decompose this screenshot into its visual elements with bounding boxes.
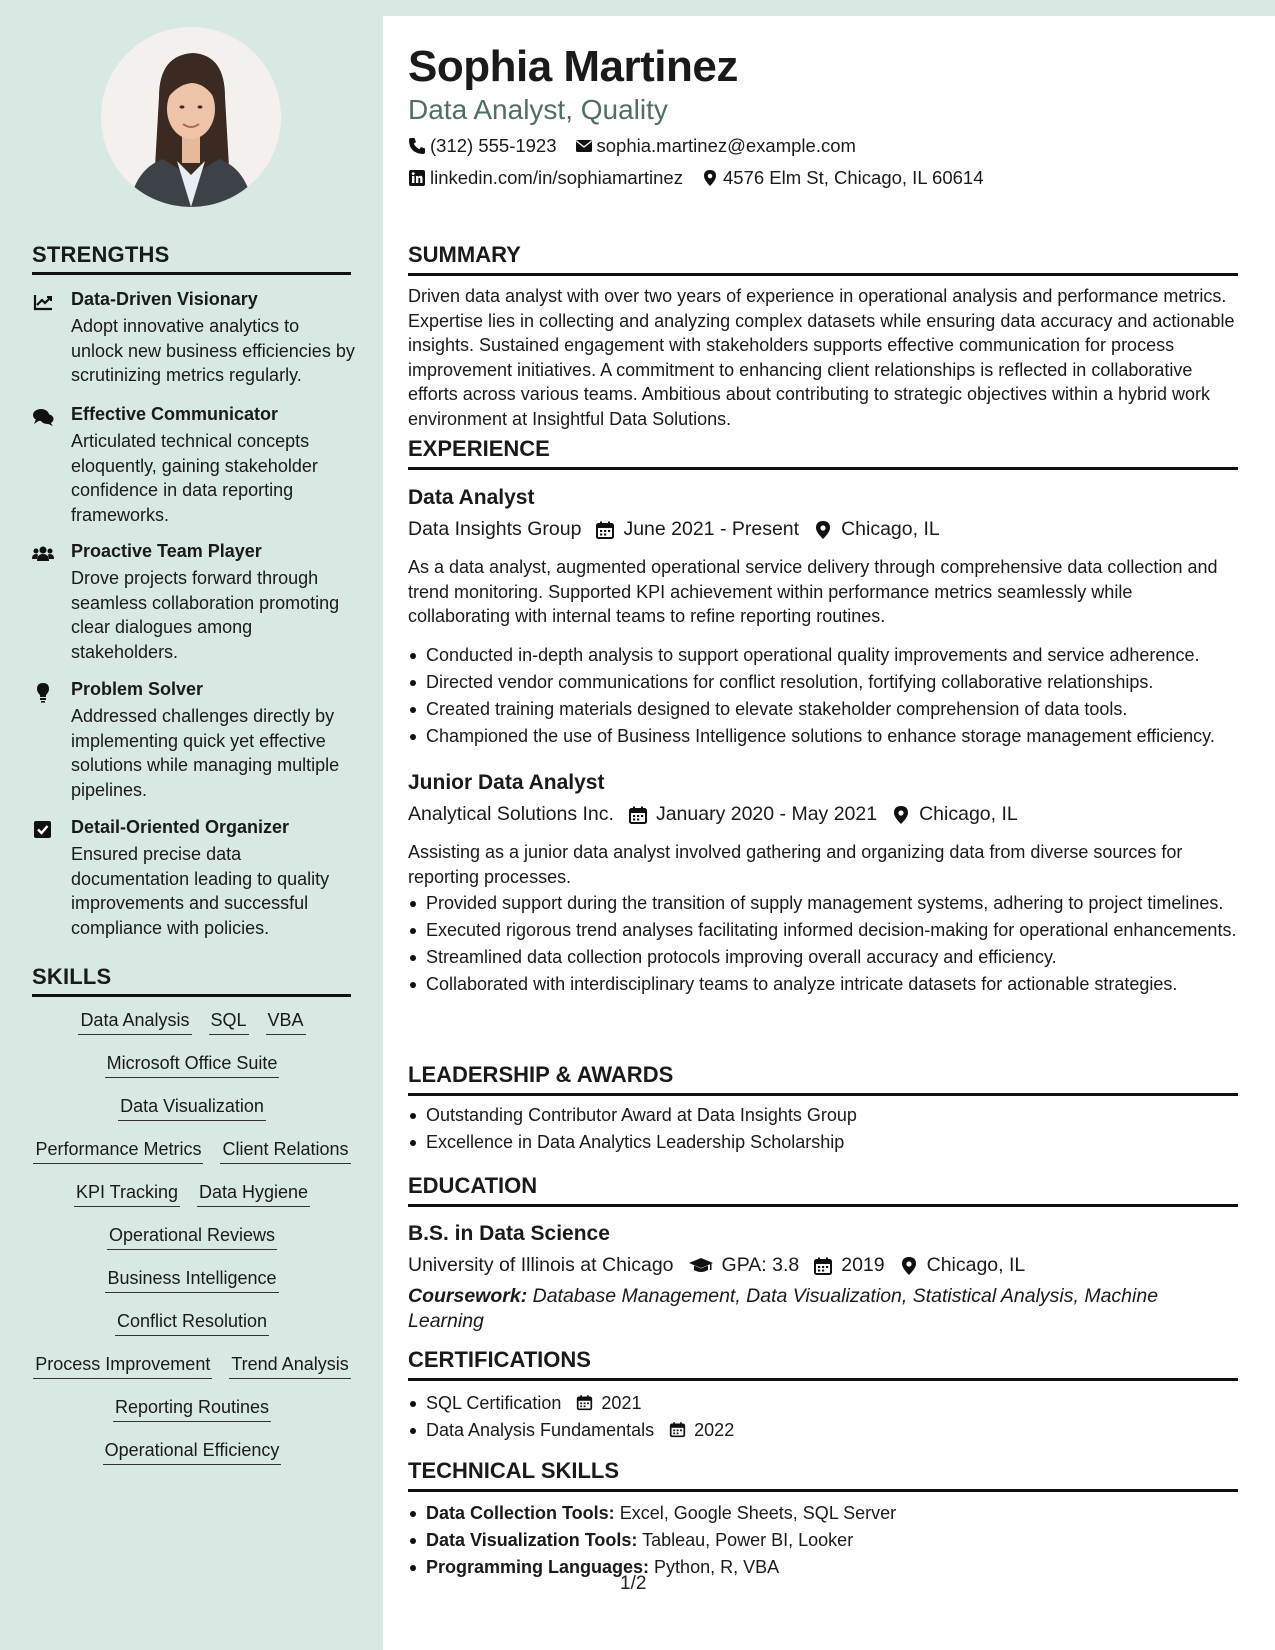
coursework-label: Coursework: [408, 1285, 528, 1307]
skill-tag: Microsoft Office Suite [105, 1051, 280, 1078]
calendar-icon [576, 1394, 593, 1411]
map-marker-icon [899, 1256, 919, 1276]
address-text: 4576 Elm St, Chicago, IL 60614 [722, 167, 984, 188]
candidate-role: Data Analyst, Quality [408, 94, 668, 125]
tech-skill-label: Programming Languages: [426, 1557, 650, 1577]
calendar-icon [595, 520, 615, 540]
list-item [408, 1418, 1238, 1442]
awards-heading: LEADERSHIP & AWARDS [408, 1062, 1238, 1096]
list-item: Executed rigorous trend analyses facilitating informed decision-making for operational enhancements. [408, 918, 1238, 942]
skill-tag: Trend Analysis [229, 1352, 350, 1379]
email-link[interactable]: sophia.martinez@example.com [596, 135, 856, 156]
list-item: Conducted in-depth analysis to support operational quality improvements and service adherence. [408, 643, 1238, 667]
skill-tag: Performance Metrics [33, 1137, 203, 1164]
coursework-text: Database Management, Data Visualization, Statistical Analysis, Machine Learning [408, 1285, 1159, 1332]
strength-desc: Ensured precise data documentation leading to quality improvements and successful compliance with policies. [71, 844, 330, 938]
tech-skill-value: Python, R, VBA [654, 1557, 780, 1577]
strength-desc: Adopt innovative analytics to unlock new business efficiencies by scrutinizing metrics regularly. [71, 316, 355, 385]
check-square-icon [32, 819, 54, 841]
sidebar [0, 0, 383, 1650]
certification-name: Data Analysis Fundamentals [426, 1420, 655, 1440]
job-bullets [408, 891, 1238, 999]
list-item [408, 1501, 1238, 1525]
list-item [408, 1555, 1238, 1579]
skill-tag: Client Relations [220, 1137, 350, 1164]
calendar-icon [628, 805, 648, 825]
skill-tag: Conflict Resolution [115, 1309, 269, 1336]
tech-skill-label: Data Collection Tools: [426, 1503, 615, 1523]
job-location: Chicago, IL [841, 518, 940, 540]
certification-year: 2022 [694, 1420, 735, 1440]
job-meta [408, 518, 940, 541]
phone-icon [408, 137, 426, 155]
degree-title: B.S. in Data Science [408, 1222, 610, 1245]
summary-text: Driven data analyst with over two years of experience in operational analysis and performance metrics. Expertise lies in collecting and analyzing complex datasets while ensuring data accuracy and actionable insights. Sustained engagement with stakeholders supports effective communication for process improvement initiatives. A commitment to enhancing client relationships is reflected in collaborative efforts across various teams. Ambitious about contributing to strategic objectives within a hybrid work environment at Insightful Data Solutions. [408, 286, 1235, 429]
strength-desc: Articulated technical concepts eloquently, gaining stakeholder confidence in data reporting frameworks. [71, 431, 318, 525]
list-item [408, 1391, 1238, 1415]
graduation-year: 2019 [841, 1254, 885, 1276]
job-description: Assisting as a junior data analyst involved gathering and organizing data from diverse sources for reporting processes. [408, 842, 1183, 887]
job-meta [408, 803, 1018, 826]
job-bullets [408, 643, 1238, 751]
certifications-list [408, 1391, 1238, 1445]
school-name: University of Illinois at Chicago [408, 1254, 674, 1276]
skill-tag: Reporting Routines [113, 1395, 271, 1422]
linkedin-link[interactable]: linkedin.com/in/sophiamartinez [430, 167, 683, 188]
skill-tag: Data Visualization [118, 1094, 266, 1121]
certification-name: SQL Certification [426, 1393, 562, 1413]
map-marker-icon [701, 169, 719, 187]
skill-tag: Operational Efficiency [103, 1438, 282, 1465]
job-location: Chicago, IL [919, 803, 1018, 825]
strength-title: Effective Communicator [71, 404, 279, 424]
list-item: Excellence in Data Analytics Leadership Scholarship [408, 1130, 1238, 1154]
list-item [408, 1528, 1238, 1552]
skill-tag: Business Intelligence [105, 1266, 278, 1293]
phone-text[interactable]: (312) 555-1923 [430, 135, 557, 156]
job-dates: June 2021 - Present [623, 518, 800, 540]
calendar-icon [813, 1256, 833, 1276]
strength-title: Data-Driven Visionary [71, 289, 258, 309]
map-marker-icon [813, 520, 833, 540]
strength-title: Detail-Oriented Organizer [71, 817, 290, 837]
skill-tag: SQL [209, 1008, 249, 1035]
experience-heading: EXPERIENCE [408, 436, 1238, 470]
graduation-cap-icon [688, 1256, 714, 1276]
certifications-heading: CERTIFICATIONS [408, 1347, 1238, 1381]
strength-desc: Addressed challenges directly by implementing quick yet effective solutions while managing multiple pipelines. [71, 706, 340, 800]
map-marker-icon [891, 805, 911, 825]
contact-row-1 [408, 135, 856, 157]
strengths-heading: STRENGTHS [32, 242, 351, 275]
gpa-text: GPA: 3.8 [721, 1254, 800, 1276]
education-location: Chicago, IL [926, 1254, 1026, 1276]
skill-tag: VBA [266, 1008, 306, 1035]
education-heading: EDUCATION [408, 1173, 1238, 1207]
list-item: Created training materials designed to elevate stakeholder comprehension of data tools. [408, 697, 1238, 721]
company-name: Data Insights Group [408, 518, 582, 540]
skill-tag: KPI Tracking [74, 1180, 180, 1207]
list-item: Collaborated with interdisciplinary teams to analyze intricate datasets for actionable strategies. [408, 972, 1238, 996]
tech-skill-label: Data Visualization Tools: [426, 1530, 638, 1550]
candidate-name: Sophia Martinez [408, 42, 738, 91]
comments-icon [32, 406, 54, 428]
envelope-icon [575, 137, 593, 155]
contact-row-2 [408, 167, 984, 189]
strength-title: Proactive Team Player [71, 541, 262, 561]
technical-skills-heading: TECHNICAL SKILLS [408, 1458, 1238, 1492]
users-icon [32, 543, 54, 565]
job-title: Junior Data Analyst [408, 771, 605, 794]
coursework [408, 1284, 1238, 1333]
list-item: Championed the use of Business Intelligence solutions to enhance storage management efficiency. [408, 724, 1238, 748]
strength-desc: Drove projects forward through seamless collaboration promoting clear dialogues among stakeholders. [71, 568, 340, 662]
job-title: Data Analyst [408, 486, 535, 509]
tech-skill-value: Excel, Google Sheets, SQL Server [619, 1503, 897, 1523]
list-item: Directed vendor communications for conflict resolution, fortifying collaborative relationships. [408, 670, 1238, 694]
strength-title: Problem Solver [71, 679, 204, 699]
main-content [383, 16, 1275, 1650]
linkedin-icon [408, 169, 426, 187]
awards-list [408, 1103, 1238, 1157]
lightbulb-icon [32, 681, 54, 703]
skill-tag: Data Analysis [78, 1008, 191, 1035]
skills-heading: SKILLS [32, 964, 351, 997]
company-name: Analytical Solutions Inc. [408, 803, 614, 825]
chart-line-icon [32, 291, 54, 313]
skills-list [32, 1008, 352, 1465]
skill-tag: Process Improvement [33, 1352, 212, 1379]
skill-tag: Data Hygiene [197, 1180, 310, 1207]
skill-tag: Operational Reviews [107, 1223, 277, 1250]
technical-skills-list [408, 1501, 1238, 1582]
list-item: Provided support during the transition of supply management systems, adhering to project timelines. [408, 891, 1238, 915]
tech-skill-value: Tableau, Power BI, Looker [642, 1530, 854, 1550]
education-meta [408, 1254, 1025, 1277]
job-dates: January 2020 - May 2021 [655, 803, 878, 825]
page-number: 1/2 [620, 1573, 647, 1594]
job-description: As a data analyst, augmented operational service delivery through comprehensive data collection and trend monitoring. Supported KPI achievement within performance metrics seamlessly while collaborating with internal teams to refine reporting routines. [408, 557, 1218, 626]
profile-photo [101, 27, 281, 207]
calendar-icon [669, 1421, 686, 1438]
summary-heading: SUMMARY [408, 242, 1238, 276]
list-item: Outstanding Contributor Award at Data Insights Group [408, 1103, 1238, 1127]
certification-year: 2021 [601, 1393, 642, 1413]
list-item: Streamlined data collection protocols improving overall accuracy and efficiency. [408, 945, 1238, 969]
